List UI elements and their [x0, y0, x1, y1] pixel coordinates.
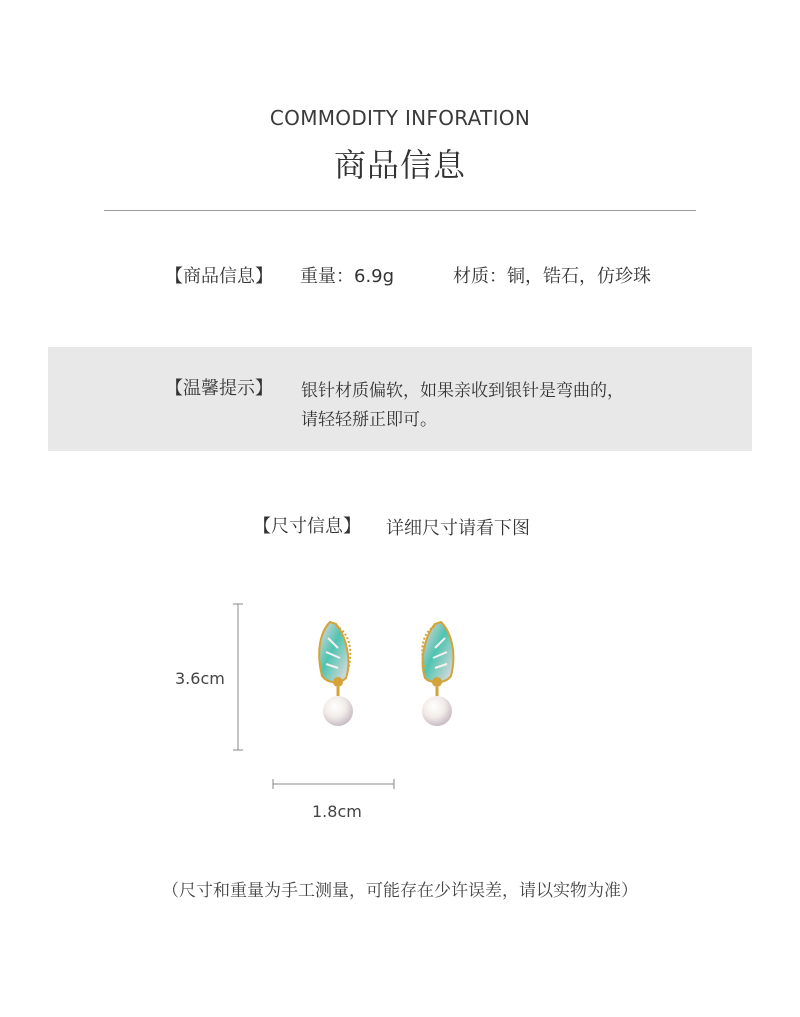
product-weight: 重量：6.9g — [300, 266, 395, 287]
width-dimension-label: 1.8cm — [312, 802, 362, 821]
tip-text-line-1: 银针材质偏软，如果亲收到银针是弯曲的， — [301, 381, 624, 401]
title-english: COMMODITY INFORATION — [269, 106, 531, 130]
earring-left-image — [308, 618, 368, 733]
size-info-description: 详细尺寸请看下图 — [386, 518, 530, 539]
product-material: 材质：铜，锆石，仿珍珠 — [453, 266, 651, 287]
product-info-label: 【商品信息】 — [165, 266, 273, 287]
earring-right-image — [405, 618, 465, 733]
title-divider — [104, 210, 696, 211]
width-dimension-line — [270, 776, 398, 792]
height-dimension-label: 3.6cm — [175, 669, 225, 688]
height-dimension-line — [228, 600, 250, 755]
tip-text-line-2: 请轻轻掰正即可。 — [301, 410, 437, 430]
size-info-label: 【尺寸信息】 — [253, 516, 361, 537]
measurement-footnote: （尺寸和重量为手工测量，可能存在少许误差，请以实物为准） — [162, 881, 638, 901]
title-chinese: 商品信息 — [333, 146, 466, 184]
tip-label: 【温馨提示】 — [165, 378, 273, 399]
